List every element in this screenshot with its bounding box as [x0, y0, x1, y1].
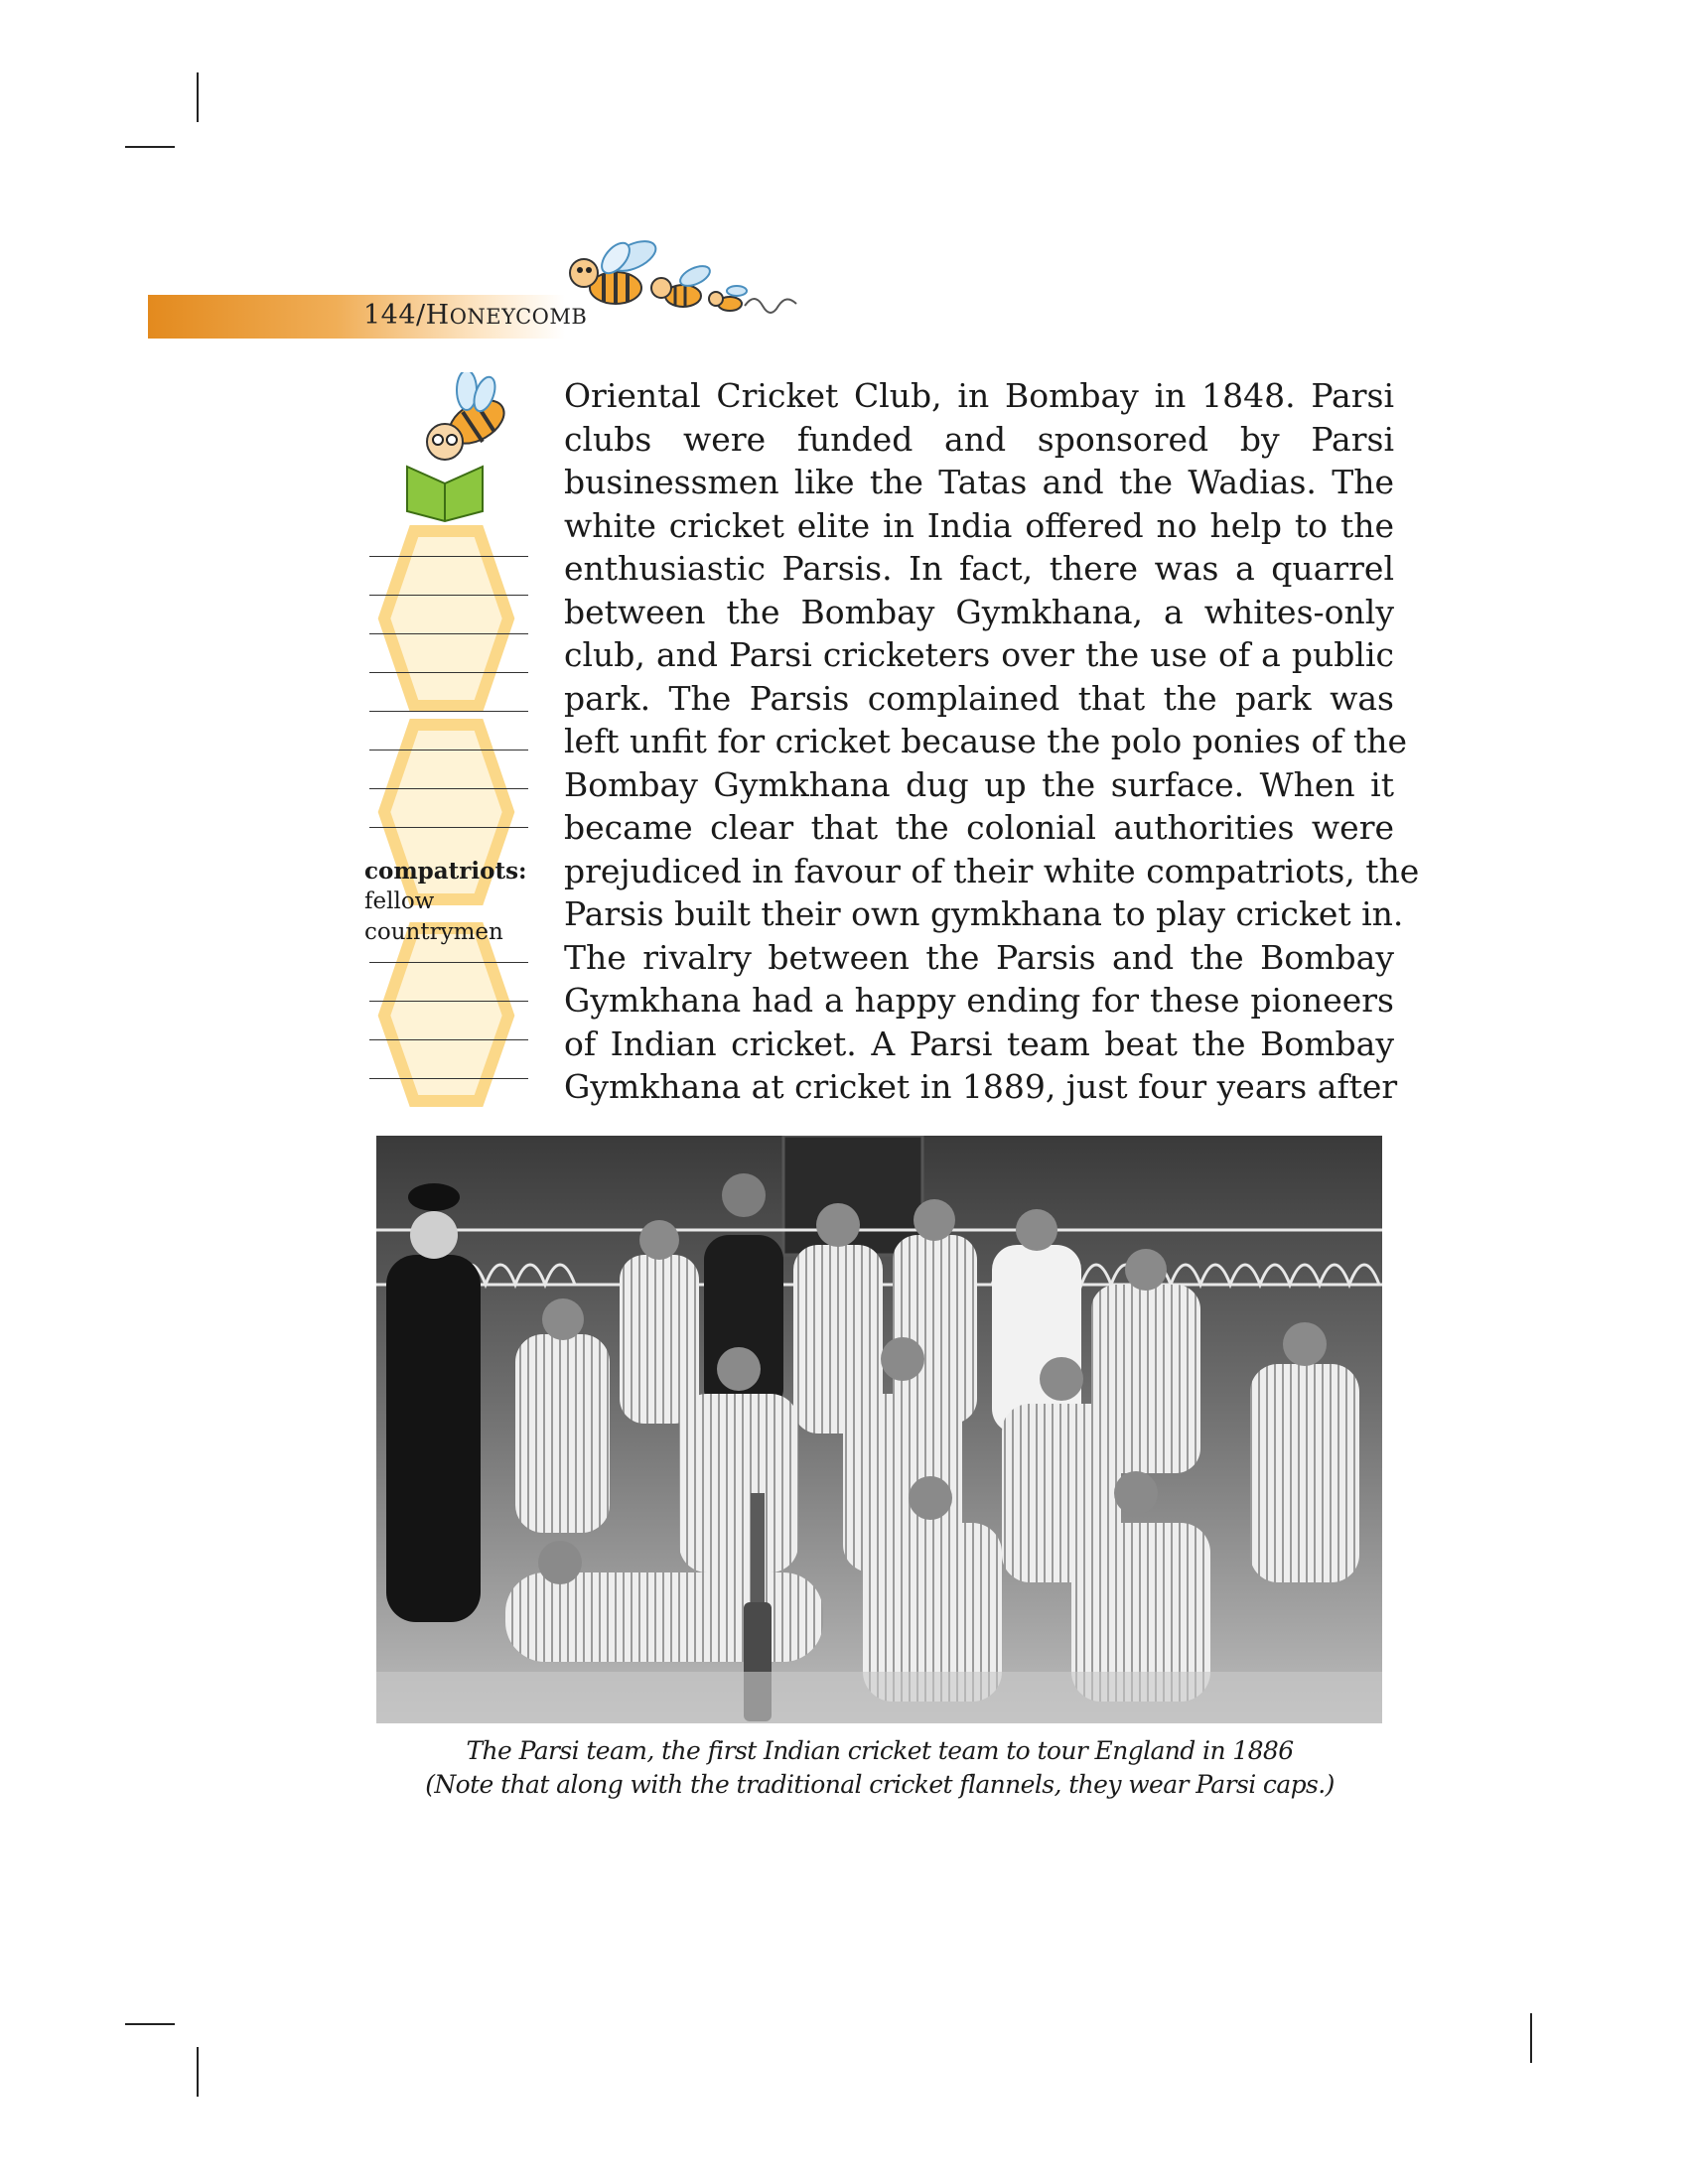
crop-mark — [125, 146, 175, 148]
page-number: 144/HONEYCOMB — [363, 300, 588, 331]
team-photo-drawing — [376, 1136, 1382, 1723]
body-line: prejudiced in favour of their white compatriots, the — [564, 851, 1420, 890]
body-text — [564, 374, 1420, 1109]
body-line: Gymkhana had a happy ending for these pioneers — [564, 981, 1394, 1020]
note-rule — [369, 1078, 528, 1079]
note-rule — [369, 788, 528, 789]
note-rule — [369, 1001, 528, 1002]
note-rule — [369, 750, 528, 751]
body-line: Bombay Gymkhana dug up the surface. When it — [564, 764, 1394, 804]
glossary-note — [364, 856, 533, 948]
body-line: Gymkhana at cricket in 1889, just four years after — [564, 1067, 1398, 1106]
bee-icon — [570, 235, 660, 304]
note-rule — [369, 827, 528, 828]
caption-line: (Note that along with the traditional cricket flannels, they wear Parsi caps.) — [425, 1770, 1335, 1799]
body-line: white cricket elite in India offered no help to the — [564, 505, 1394, 545]
body-line: club, and Parsi cricketers over the use of a public — [564, 635, 1394, 674]
reading-bee-illustration — [397, 372, 526, 526]
bee-icon — [651, 262, 713, 307]
body-line: businessmen like the Tatas and the Wadias. The — [564, 463, 1394, 501]
note-rule — [369, 1039, 528, 1040]
body-line: Oriental Cricket Club, in Bombay in 1848. Parsi — [564, 376, 1394, 415]
crop-mark — [197, 2047, 199, 2097]
note-rule — [369, 711, 528, 712]
photo-caption — [338, 1734, 1422, 1802]
crop-mark — [1530, 2013, 1532, 2063]
body-line: became clear that the colonial authorities were — [564, 808, 1394, 847]
crop-mark — [125, 2023, 175, 2025]
body-line: left unfit for cricket because the polo ponies of the — [564, 722, 1408, 760]
team-photograph — [376, 1136, 1382, 1723]
bees-illustration — [556, 228, 804, 328]
honeycomb-decoration — [369, 521, 528, 1107]
body-line: The rivalry between the Parsis and the Bombay — [564, 937, 1394, 977]
crop-mark — [197, 72, 199, 122]
glossary-definition: fellow — [364, 888, 435, 914]
body-line: clubs were funded and sponsored by Parsi — [564, 419, 1394, 459]
note-rule — [369, 962, 528, 963]
body-line: enthusiastic Parsis. In fact, there was a quarrel — [564, 549, 1394, 588]
caption-line: The Parsi team, the first Indian cricket team to tour England in 1886 — [466, 1736, 1294, 1765]
bee-icon — [709, 286, 747, 311]
glossary-definition: countrymen — [364, 919, 503, 945]
body-line: between the Bombay Gymkhana, a whites-only — [564, 592, 1394, 631]
body-line: Parsis built their own gymkhana to play cricket in. — [564, 894, 1404, 933]
note-rule — [369, 595, 528, 596]
note-rule — [369, 556, 528, 557]
note-rule — [369, 633, 528, 634]
note-rule — [369, 672, 528, 673]
body-line: of Indian cricket. A Parsi team beat the Bombay — [564, 1024, 1394, 1063]
body-line: park. The Parsis complained that the park was — [564, 678, 1394, 718]
glossary-term: compatriots: — [364, 858, 527, 885]
